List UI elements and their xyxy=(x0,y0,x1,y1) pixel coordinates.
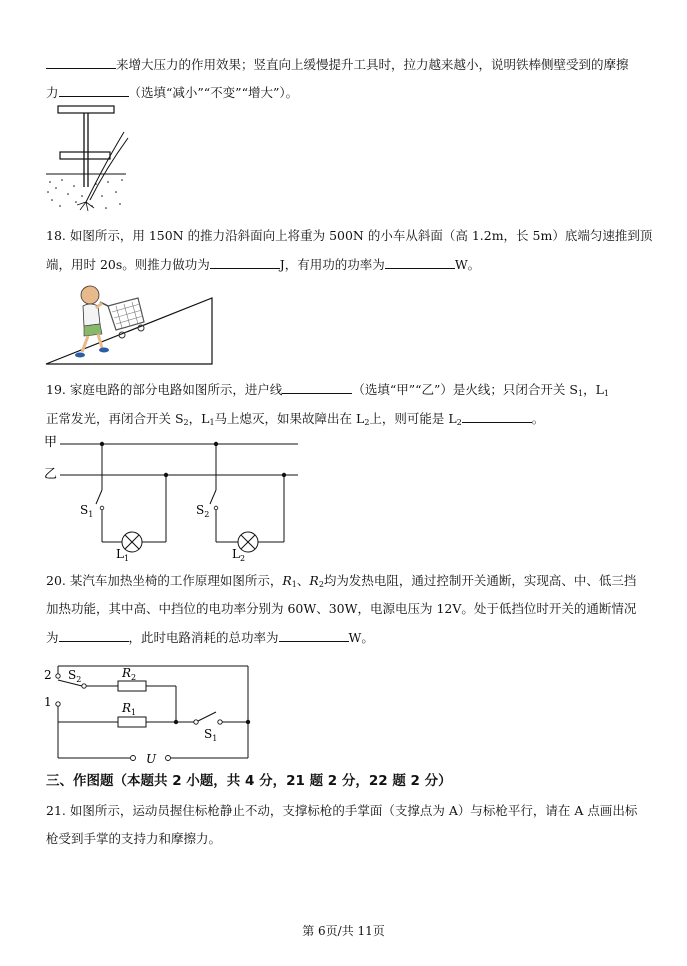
q19-line1: 19. 家庭电路的部分电路如图所示，进户线 （选填“甲”“乙”）是火线；只闭合开关 $S_1$，$L_1$ xyxy=(46,382,609,398)
q17-blank-1[interactable] xyxy=(46,56,116,69)
q20-line1: 20. 某汽车加热坐椅的工作原理如图所示，$R_1$、$R_2$均为发热电阻，通过控制开关通断，实现高、中、低三挡 xyxy=(46,573,637,589)
wire-label-yi: 乙 xyxy=(44,467,58,482)
q18-blank-power[interactable] xyxy=(385,256,455,269)
q19-line2: 正常发光，再闭合开关 $S_2$，$L_1$马上熄灭，如果故障出在 $L_2$上，则可能是 $L_2$ 。 xyxy=(46,411,545,427)
lamp-l1-icon xyxy=(122,532,142,552)
q18-line1: 18. 如图所示，用 150N 的推力沿斜面向上将重为 500N 的小车从斜面（高 1.2m，长 5m）底端匀速推到顶 xyxy=(46,228,653,243)
q19-blank-live-wire[interactable] xyxy=(282,381,352,394)
resistor-r2 xyxy=(118,681,146,691)
q18-blank-work[interactable] xyxy=(210,256,280,269)
figure-seat-heater-circuit xyxy=(44,654,264,764)
label-s1: $S_1$ xyxy=(204,727,218,743)
q20-blank-switch-state[interactable] xyxy=(59,629,129,642)
lamp-l2-icon xyxy=(238,532,258,552)
figure-household-circuit xyxy=(44,432,304,563)
q19-blank-fault[interactable] xyxy=(462,410,532,423)
switch-s1-arm xyxy=(198,712,216,721)
q20-line2: 加热功能，其中高、中挡位的电功率分别为 60W、30W，电源电压为 12V。处于低挡位时开关的通断情况 xyxy=(46,601,637,616)
switch-s2 xyxy=(210,490,216,504)
label-r2: $R_2$ xyxy=(122,666,137,682)
cart-icon xyxy=(100,298,144,338)
page-number: 第 6页/共 11页 xyxy=(302,924,385,938)
label-s2: $S_2$ xyxy=(196,503,210,519)
wire-label-jia: 甲 xyxy=(44,435,58,450)
resistor-r1 xyxy=(118,717,146,727)
q17-line1: 来增大压力的作用效果；竖直向上缓慢提升工具时，拉力越来越小，说明铁棒侧壁受到的摩擦 xyxy=(46,56,629,73)
terminal-label-1: 1 xyxy=(44,695,52,709)
q20-line3: 为 ，此时电路消耗的总功率为 W。 xyxy=(46,630,374,645)
label-s2: $S_2$ xyxy=(68,668,82,684)
q18-line2: 端，用时 20s。则推力做功为 J，有用功的功率为 W。 xyxy=(46,257,481,272)
section-heading: 三、作图题（本题共 2 小题，共 4 分，21 题 2 分，22 题 2 分） xyxy=(46,773,452,789)
figure-iron-rod-soil xyxy=(46,102,136,212)
q17-line2: 力 （选填“减小”“不变”“增大”）。 xyxy=(46,85,299,100)
label-r1: $R_1$ xyxy=(122,701,137,717)
switch-s1 xyxy=(96,490,102,504)
boy-icon xyxy=(75,286,109,358)
label-l2: $L_2$ xyxy=(232,547,246,563)
figure-cart-incline xyxy=(46,278,216,368)
q20-blank-power[interactable] xyxy=(279,629,349,642)
q21-line1: 21. 如图所示，运动员握住标枪静止不动，支撑标枪的手掌面（支撑点为 A）与标枪平行，请在 A 点画出标 xyxy=(46,803,638,818)
label-s1: $S_1$ xyxy=(80,503,94,519)
q21-line2: 枪受到手掌的支持力和摩擦力。 xyxy=(46,831,222,846)
q17-blank-2[interactable] xyxy=(59,84,129,97)
label-l1: $L_1$ xyxy=(116,547,130,563)
label-power-u: U xyxy=(146,752,157,766)
terminal-label-2: 2 xyxy=(44,668,52,682)
